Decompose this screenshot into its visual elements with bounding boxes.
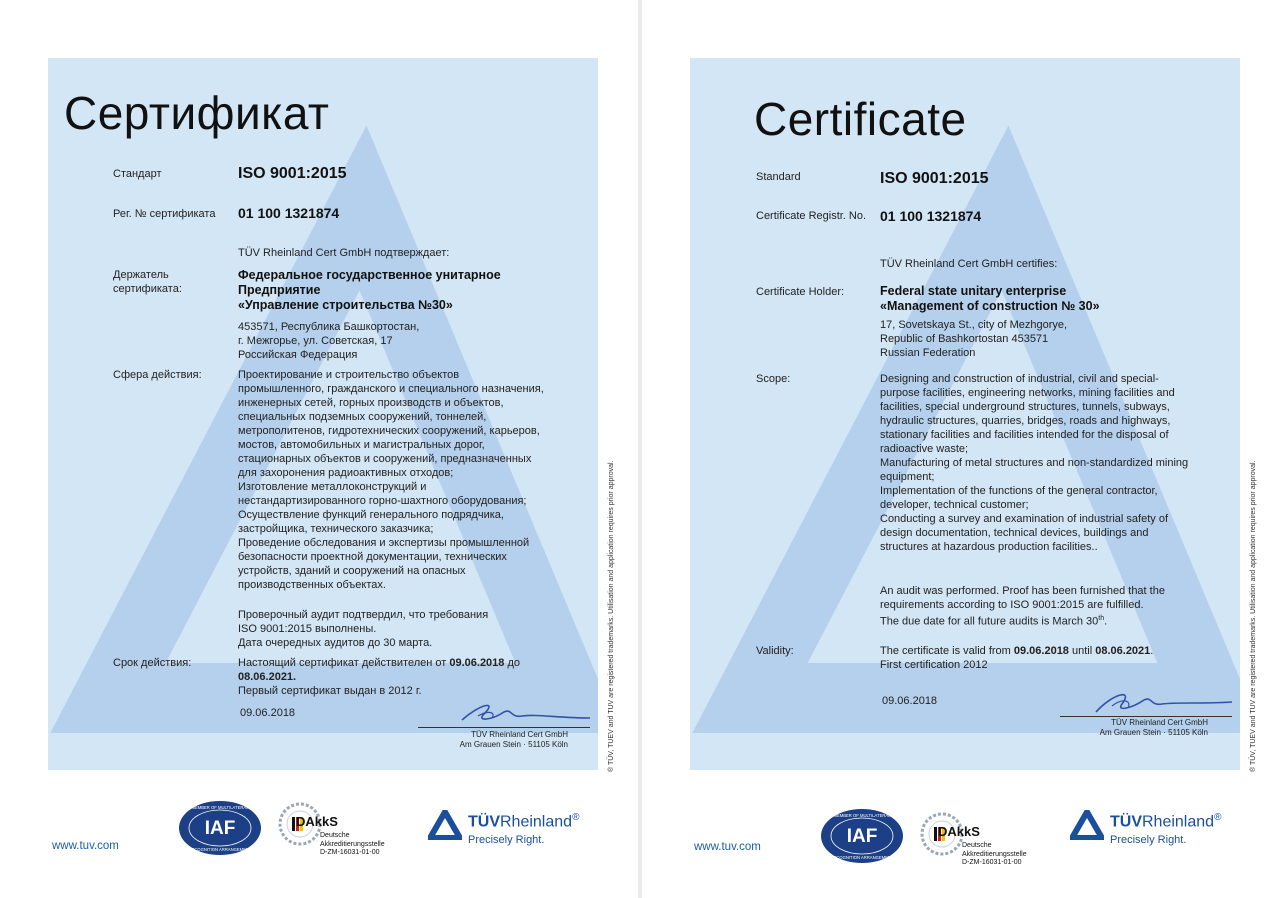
holder-name: Federal state unitary enterprise «Management of construction № 30» [880,284,1100,313]
holder-label: Держатель сертификата: [113,269,182,295]
certificate-page-english: Certificate Standard ISO 9001:2015 Certificate Registr. No. 01 100 1321874 TÜV Rheinland Cert GmbH certifies: Certificate Holder: Federal state unitary enterprise «Management of construction № 30» 17, Sovetskaya St., city of Mezhgorye, Republic of Bashkortostan 453571 Russian Federation Scope: Designing and construction of industrial, civil and special- purpose facilities, engineering networks, mining facilities and facilities, special underground structures, tunnels, subways, hydraulic structures, quarries, bridges, roads and highways, stationary facilities and facilities intended for the disposal of radioactive waste; Manufacturing of metal structures and non-standardized mining equipment; Implementation of the functions of the general contractor, developer, technical customer; Conducting a survey and examination of industrial safety of design documentation, technical devices, buildings and structures at hazardous production facilities.. An audit was performed. Proof has been furnished that the requirements according to ISO 9001:2015 are fulfilled. The due date for all future audits is March 30th. Validity: The certificate is valid from 09.06.2018 until 08.06.2021. First certification 2012 09.06.2018 TÜV Rheinland Cert GmbH Am Grauen Stein · 51105 Köln ® TÜV, TUEV and TUV are registered trademarks. Utilisation and application requires prior approval. www.tuv.com IAF MEMBER OF MULTILATERAL RECOGNITION ARRANGEMENT DAkkS Deutsche Akkreditierungsstelle D-ZM-16031-01-00 TÜVRheinland® Precisely Right. [642,0,1280,898]
page-title: Сертификат [64,87,330,139]
holder-label: Certificate Holder: [756,286,845,298]
scope-text: Проектирование и строительство объектов промышленного, гражданского и специального назначения, инженерных сетей, горных производств и объектов, специальных подземных сооружений, тоннелей, метрополитенов, гидротехнических сооружений, карьеров, мостов, автомобильных и магистральных дорог, стационарных объектов и сооружений, предназначенных для захоронения радиоактивных отходов; Изготовление металлоконструкций и нестандартизированного горно-шахтного оборудования; Осуществление функций генерального подрядчика, застройщика, технического заказчика; Проведение обследования и экспертизы промышленной безопасности проектной документации, технических устройств, зданий и сооружений на опасных производственных объектах. [238,369,544,591]
page-title: Certificate [754,93,967,145]
standard-value: ISO 9001:2015 [880,170,989,187]
validity-label: Срок действия: [113,657,192,669]
validity-text: Настоящий сертификат действителен от 09.06.2018 до 08.06.2021. Первый сертификат выдан в 2012 г. [238,657,521,697]
audit-statement: An audit was performed. Proof has been furnished that the requirements according to ISO 9001:2015 are fulfilled. The due date for all future audits is March 30th. [880,585,1165,628]
iaf-logo [820,808,904,869]
validity-label: Validity: [756,645,794,657]
svg-text:MEMBER OF MULTILATERAL: MEMBER OF MULTILATERAL [191,805,249,810]
website-link[interactable]: www.tuv.com [52,840,119,852]
scope-label: Scope: [756,373,791,385]
svg-text:RECOGNITION ARRANGEMENT: RECOGNITION ARRANGEMENT [188,847,252,852]
issuer-block: TÜV Rheinland Cert GmbH Am Grauen Stein · 51105 Köln [1099,718,1208,737]
issue-date: 09.06.2018 [882,695,938,707]
iaf-logo [178,800,262,861]
signature-line [418,727,590,728]
signature-line [1060,716,1232,717]
issue-date: 09.06.2018 [240,707,296,719]
svg-text:MEMBER OF MULTILATERAL: MEMBER OF MULTILATERAL [833,813,891,818]
trademark-note: ® TÜV, TUEV and TUV are registered trademarks. Utilisation and application requires prior approval. [608,460,615,772]
confirms-statement: TÜV Rheinland Cert GmbH certifies: [880,258,1058,270]
registration-value: 01 100 1321874 [880,208,982,224]
holder-address: 453571, Республика Башкортостан, г. Межгорье, ул. Советская, 17 Российская Федерация [238,321,420,361]
signature [1082,684,1242,720]
tuv-triangle-icon [1070,810,1104,840]
scope-label: Сфера действия: [113,369,202,381]
registration-label: Certificate Registr. No. [756,210,867,222]
website-link[interactable]: www.tuv.com [694,841,761,853]
standard-label: Стандарт [113,168,162,180]
trademark-note: ® TÜV, TUEV and TUV are registered trademarks. Utilisation and application requires prior approval. [1250,460,1257,772]
audit-statement: Проверочный аудит подтвердил, что требования ISO 9001:2015 выполнены. Дата очередных аудитов до 30 марта. [238,609,489,649]
svg-text:RECOGNITION ARRANGEMENT: RECOGNITION ARRANGEMENT [830,855,894,860]
confirms-statement: TÜV Rheinland Cert GmbH подтверждает: [238,247,450,259]
holder-name: Федеральное государственное унитарное Предприятие «Управление строительства №30» [238,268,501,312]
scope-text: Designing and construction of industrial, civil and special- purpose facilities, engineering networks, mining facilities and facilities, special underground structures, tunnels, subways, hydraulic structures, quarries, bridges, roads and highways, stationary facilities and facilities intended for the disposal of radioactive waste; Manufacturing of metal structures and non-standardized mining equipment; Implementation of the functions of the general contractor, developer, technical customer; Conducting a survey and examination of industrial safety of design documentation, technical devices, buildings and structures at hazardous production facilities.. [880,373,1189,553]
registration-value: 01 100 1321874 [238,205,340,221]
issuer-block: TÜV Rheinland Cert GmbH Am Grauen Stein · 51105 Köln [459,730,568,749]
standard-label: Standard [756,171,801,183]
signature [440,698,600,730]
standard-value: ISO 9001:2015 [238,165,347,182]
svg-text:IAF: IAF [846,826,878,847]
registration-label: Рег. № сертификата [113,208,216,220]
holder-address: 17, Sovetskaya St., city of Mezhgorye, Republic of Bashkortostan 453571 Russian Federation [880,319,1068,359]
svg-text:IAF: IAF [204,818,236,839]
certificate-page-russian: Сертификат Стандарт ISO 9001:2015 Рег. № сертификата 01 100 1321874 TÜV Rheinland Cert GmbH подтверждает: Держатель сертификата: Федеральное государственное унитарное Предприятие «Управление строительства №30» 453571, Республика Башкортостан, г. Межгорье, ул. Советская, 17 Российская Федерация Сфера действия: Проектирование и строительство объектов промышленного, гражданского и специального назначения, инженерных сетей, горных производств и объектов, специальных подземных сооружений, тоннелей, метрополитенов, гидротехнических сооружений, карьеров, мостов, автомобильных и магистральных дорог, стационарных объектов и сооружений, предназначенных для захоронения радиоактивных отходов; Изготовление металлоконструкций и нестандартизированного горно-шахтного оборудования; Осуществление функций генерального подрядчика, застройщика, технического заказчика; Проведение обследования и экспертизы промышленной безопасности проектной документации, технических устройств, зданий и сооружений на опасных производственных объектах. Проверочный аудит подтвердил, что требования ISO 9001:2015 выполнены. Дата очередных аудитов до 30 марта. Срок действия: Настоящий сертификат действителен от 09.06.2018 до 08.06.2021. Первый сертификат выдан в 2012 г. 09.06.2018 TÜV Rheinland Cert GmbH Am Grauen Stein · 51105 Köln ® TÜV, TUEV and TUV are registered trademarks. Utilisation and application requires prior approval. www.tuv.com IAF MEMBER OF MULTILATERAL RECOGNITION ARRANGEMENT DAkkS Deutsche Akkreditierungsstelle D-ZM-16031-01-00 TÜVRheinland® Precisely Right. [0,0,638,898]
tuv-triangle-icon [428,810,462,840]
validity-text: The certificate is valid from 09.06.2018 until 08.06.2021. First certification 2012 [880,645,1154,671]
